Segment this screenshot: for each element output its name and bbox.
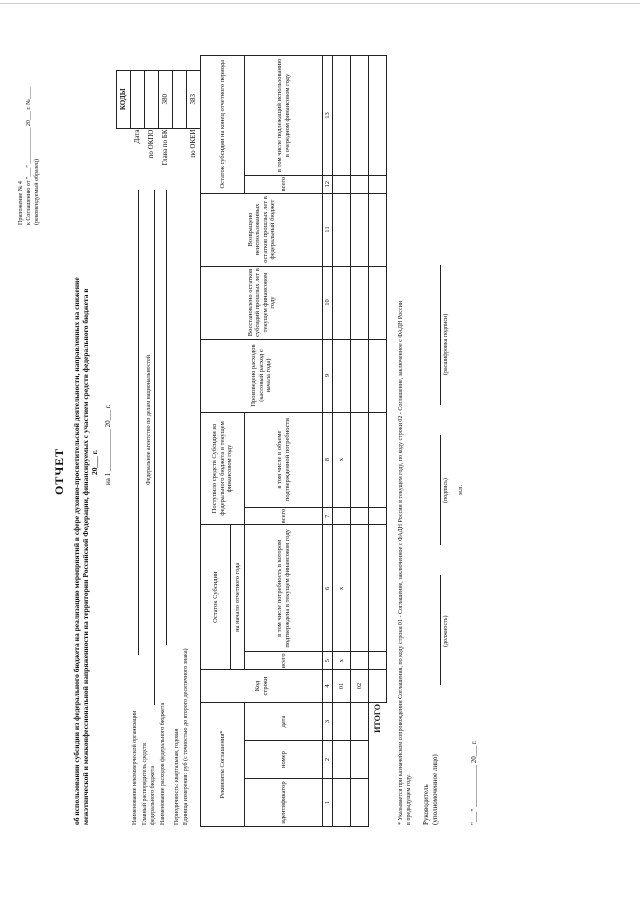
col-number: 10 (323, 266, 333, 339)
code-value-empty (173, 71, 187, 129)
code-value-okpo (145, 71, 159, 129)
field-unit: Единица измерения: руб (с точностью до второго десятичного знака) (183, 648, 189, 825)
table-cell[interactable] (369, 175, 387, 193)
th-received: Поступило средств Субсидии из федерального бюджета в текущем финансовом году (201, 412, 245, 525)
col-number: 1 (323, 779, 333, 827)
th-total-end: всего (245, 175, 323, 193)
signature-date: "___" ____________ 20___ г. (470, 740, 478, 825)
col-number: 4 (323, 670, 333, 703)
table-cell[interactable] (351, 652, 369, 670)
row-code-01: 01 (333, 670, 351, 703)
signature-head-1: Руководитель (422, 784, 430, 825)
footnote-line2: в предыдущем году. (406, 774, 412, 825)
col-number: 9 (323, 339, 333, 412)
report-subtitle-1: об использовании субсидии из федерального бюджета на реализацию мероприятий в сфере духовно-просветительской деятельности, направленных на снижение (72, 277, 81, 825)
table-cell[interactable] (369, 525, 387, 652)
th-remain-start: Остаток Субсидии (201, 525, 231, 670)
appendix-line1: Приложение № 4 (18, 181, 24, 225)
code-value-okei: 383 (187, 71, 201, 129)
row-code-02: 02 (351, 670, 369, 703)
code-label-okpo: по ОКПО (146, 129, 155, 159)
report-title: ОТЧЕТ (52, 447, 66, 495)
codes-header: КОДЫ (117, 71, 131, 129)
table-cell[interactable] (333, 703, 351, 741)
table-cell[interactable] (333, 56, 351, 176)
table-cell[interactable] (369, 339, 387, 412)
col-number: 12 (323, 175, 333, 193)
name-line (440, 265, 441, 405)
th-identifier: идентификатор (245, 779, 323, 827)
footnote-line1: * Указывается при казначейском сопровождении Соглашения, по коду строки 01 - Соглашение, заключенное с ФАДН России в текущем году, по коду строки 02 - Соглашение, заключенное с ФАДН России (398, 300, 404, 825)
col-number: 7 (323, 507, 333, 525)
table-cell[interactable] (333, 779, 351, 827)
table-row (351, 56, 369, 827)
th-remain-start-sub: на начало отчетного года (231, 525, 245, 670)
table-cell[interactable] (333, 266, 351, 339)
field-grbs-2: федерального бюджета (150, 765, 156, 825)
signature-caption: (подпись) (443, 478, 449, 503)
col-number: 8 (323, 412, 333, 507)
stamp-mark: м.п. (458, 484, 464, 495)
name-caption: (расшифровка подписи) (443, 313, 449, 375)
table-cell[interactable] (369, 56, 387, 176)
report-date-line: на 1 ____________ 20___ г. (104, 404, 112, 485)
table-cell[interactable] (351, 339, 369, 412)
field-grbs-1: Главный распорядитель средств (142, 743, 148, 825)
code-label-okei: по ОКЕИ (188, 129, 197, 158)
th-date: дата (245, 703, 323, 741)
signature-line (440, 435, 441, 545)
table-cell[interactable] (369, 670, 387, 703)
col-number: 2 (323, 741, 333, 779)
table-cell[interactable] (333, 175, 351, 193)
appendix-line2: к Соглашению от "___" ____________ 20___ г. №____ (26, 87, 32, 225)
col-number: 5 (323, 652, 333, 670)
table-cell[interactable] (351, 266, 369, 339)
table-cell[interactable] (351, 703, 369, 741)
table-row (333, 56, 351, 827)
table-cell[interactable] (351, 412, 369, 507)
table-cell[interactable] (351, 779, 369, 827)
th-total-start: всего (245, 652, 323, 670)
th-restored: Восстановлено остатков субсидий прошлых лет в текущем финансовом году (201, 266, 323, 339)
col-number: 11 (323, 193, 333, 266)
code-value-bk: 380 (159, 71, 173, 129)
code-label-date: Дата (132, 129, 141, 144)
report-subtitle-3: 20___ г. (90, 449, 99, 475)
table-cell[interactable] (369, 266, 387, 339)
table-cell[interactable] (369, 652, 387, 670)
table-cell[interactable] (351, 175, 369, 193)
th-total-received: всего (245, 507, 323, 525)
col-number: 3 (323, 703, 333, 741)
table-cell[interactable] (333, 741, 351, 779)
table-cell[interactable] (333, 507, 351, 525)
signature-head-2: (уполномоченное лицо) (431, 754, 439, 825)
table-cell[interactable] (333, 339, 351, 412)
table-cell[interactable] (351, 56, 369, 176)
report-table (200, 55, 387, 827)
table-cell[interactable] (369, 193, 387, 266)
table-cell[interactable] (351, 525, 369, 652)
th-incl-confirmed: в том числе в объеме подтвержденной потребности (245, 412, 323, 507)
appendix-line3: (рекомендуемый образец) (34, 159, 40, 225)
th-returned: Возвращено неиспользованных остатков прошлых лет в федеральный бюджет (201, 193, 323, 266)
col-numbers-row (323, 56, 333, 827)
field-periodicity: Периодичность: квартальная, годовая (174, 728, 180, 825)
report-subtitle-2: межэтнической и межконфессиональной напряженности на территории Российской Федерации, финансируемых с участием средств федерального бюджета в (81, 288, 90, 825)
total-label: ИТОГО (373, 704, 382, 733)
total-row (369, 56, 387, 827)
th-incl-need: в том числе потребность в котором подтверждена в текущем финансовом году (245, 525, 323, 652)
position-line (440, 575, 441, 685)
table-cell[interactable] (369, 507, 387, 525)
x-mark: х (333, 525, 351, 652)
th-number: номер (245, 741, 323, 779)
table-cell[interactable] (351, 741, 369, 779)
col-number: 6 (323, 525, 333, 652)
th-spent: Произведено расходов (кассовый расход с начала года) (201, 339, 323, 412)
grbs-value: Федеральное агентство по делам национальностей (146, 355, 152, 485)
col-number: 13 (323, 56, 333, 176)
table-cell[interactable] (333, 193, 351, 266)
th-code: Код строки (201, 670, 323, 703)
code-label-empty (173, 128, 187, 185)
x-mark: х (333, 412, 351, 507)
code-value-date (131, 71, 145, 129)
position-caption: (должность) (443, 615, 449, 647)
table-cell[interactable] (351, 507, 369, 525)
th-incl-need-next: в том числе подлежащий использованию в очередном финансовом году (245, 56, 323, 176)
field-org-name: Наименование некоммерческой организации (132, 710, 138, 825)
th-remain-end: Остаток субсидии на конец отчетного периода (201, 56, 245, 194)
codes-table (116, 70, 201, 185)
code-label-bk: Глава по БК (160, 129, 169, 166)
x-mark: х (333, 652, 351, 670)
th-requisites: Реквизиты Соглашения* (201, 703, 245, 827)
table-cell[interactable] (351, 193, 369, 266)
table-cell[interactable] (369, 412, 387, 507)
field-expense-name: Наименование расходов федерального бюджета (160, 702, 166, 825)
